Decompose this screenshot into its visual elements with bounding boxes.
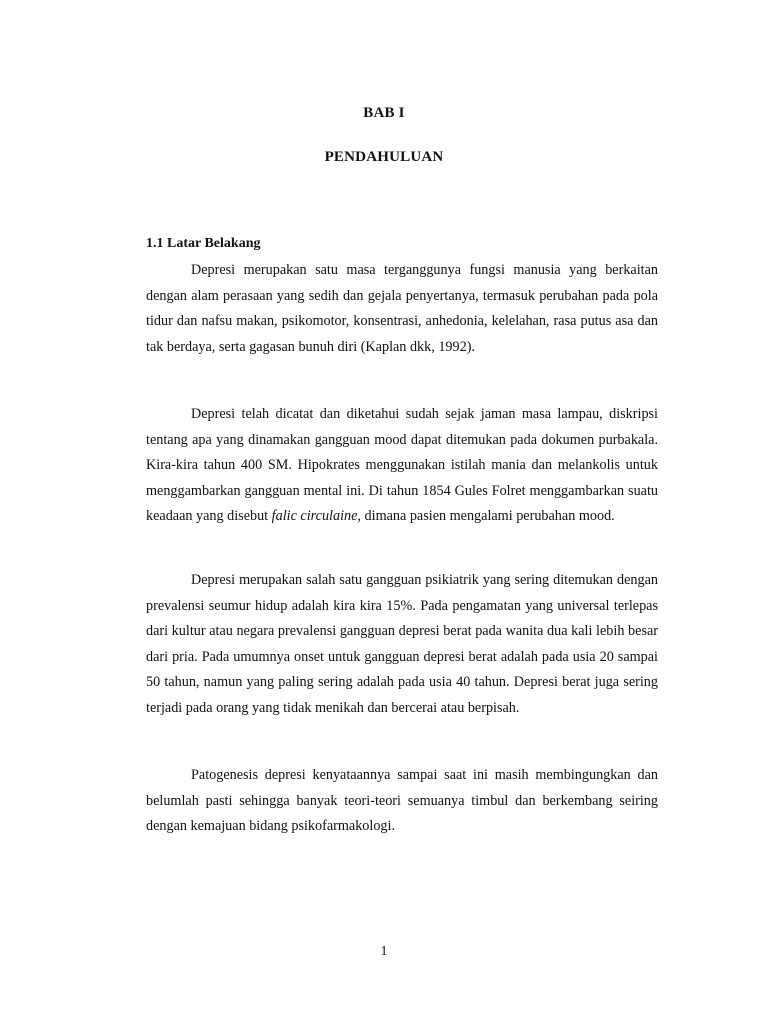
page-number: 1 [380,944,388,959]
chapter-label: BAB I [363,105,405,121]
paragraph-2 [146,402,658,530]
paragraph-3: Depresi merupakan salah satu gangguan psikiatrik yang sering ditemukan dengan prevalensi seumur hidup adalah kira kira 15%. Pada pengamatan yang universal terlepas dari kultur atau negara prevalensi gangguan depresi berat pada wanita dua kali lebih besar dari pria. Pada umumnya onset untuk gangguan depresi berat adalah pada usia 20 sampai 50 tahun, namun yang paling sering adalah pada usia 40 tahun. Depresi berat juga sering terjadi pada orang yang tidak menikah dan bercerai atau berpisah. [146,572,658,716]
paragraph-1: Depresi merupakan satu masa terganggunya fungsi manusia yang berkaitan dengan alam perasaan yang sedih dan gejala penyertanya, termasuk perubahan pada pola tidur dan nafsu makan, psikomotor, konsentrasi, anhedonia, kelelahan, rasa putus asa dan tak berdaya, serta gagasan bunuh diri (Kaplan dkk, 1992). [146,262,658,355]
paragraph-2-text-end: dimana pasien mengalami perubahan mood. [360,508,615,524]
section-heading: 1.1 Latar Belakang [146,236,261,251]
paragraph-4: Patogenesis depresi kenyataannya sampai saat ini masih membingungkan dan belumlah pasti sehingga banyak teori-teori semuanya timbul dan berkembang seiring dengan kemajuan bidang psikofarmakologi. [146,767,658,834]
paragraph-2-text: Depresi telah dicatat dan diketahui sudah sejak jaman masa lampau, diskripsi tentang apa yang dinamakan gangguan mood dapat ditemukan pada dokumen purbakala. Kira-kira tahun 400 SM. Hipokrates menggunakan istilah mania dan melankolis untuk menggambarkan gangguan mental ini. Di tahun 1854 Gules Folret menggambarkan suatu keadaan yang disebut [146,406,658,524]
chapter-title: PENDAHULUAN [324,149,444,165]
paragraph-2-italic-term: falic circulaine, [271,508,361,524]
